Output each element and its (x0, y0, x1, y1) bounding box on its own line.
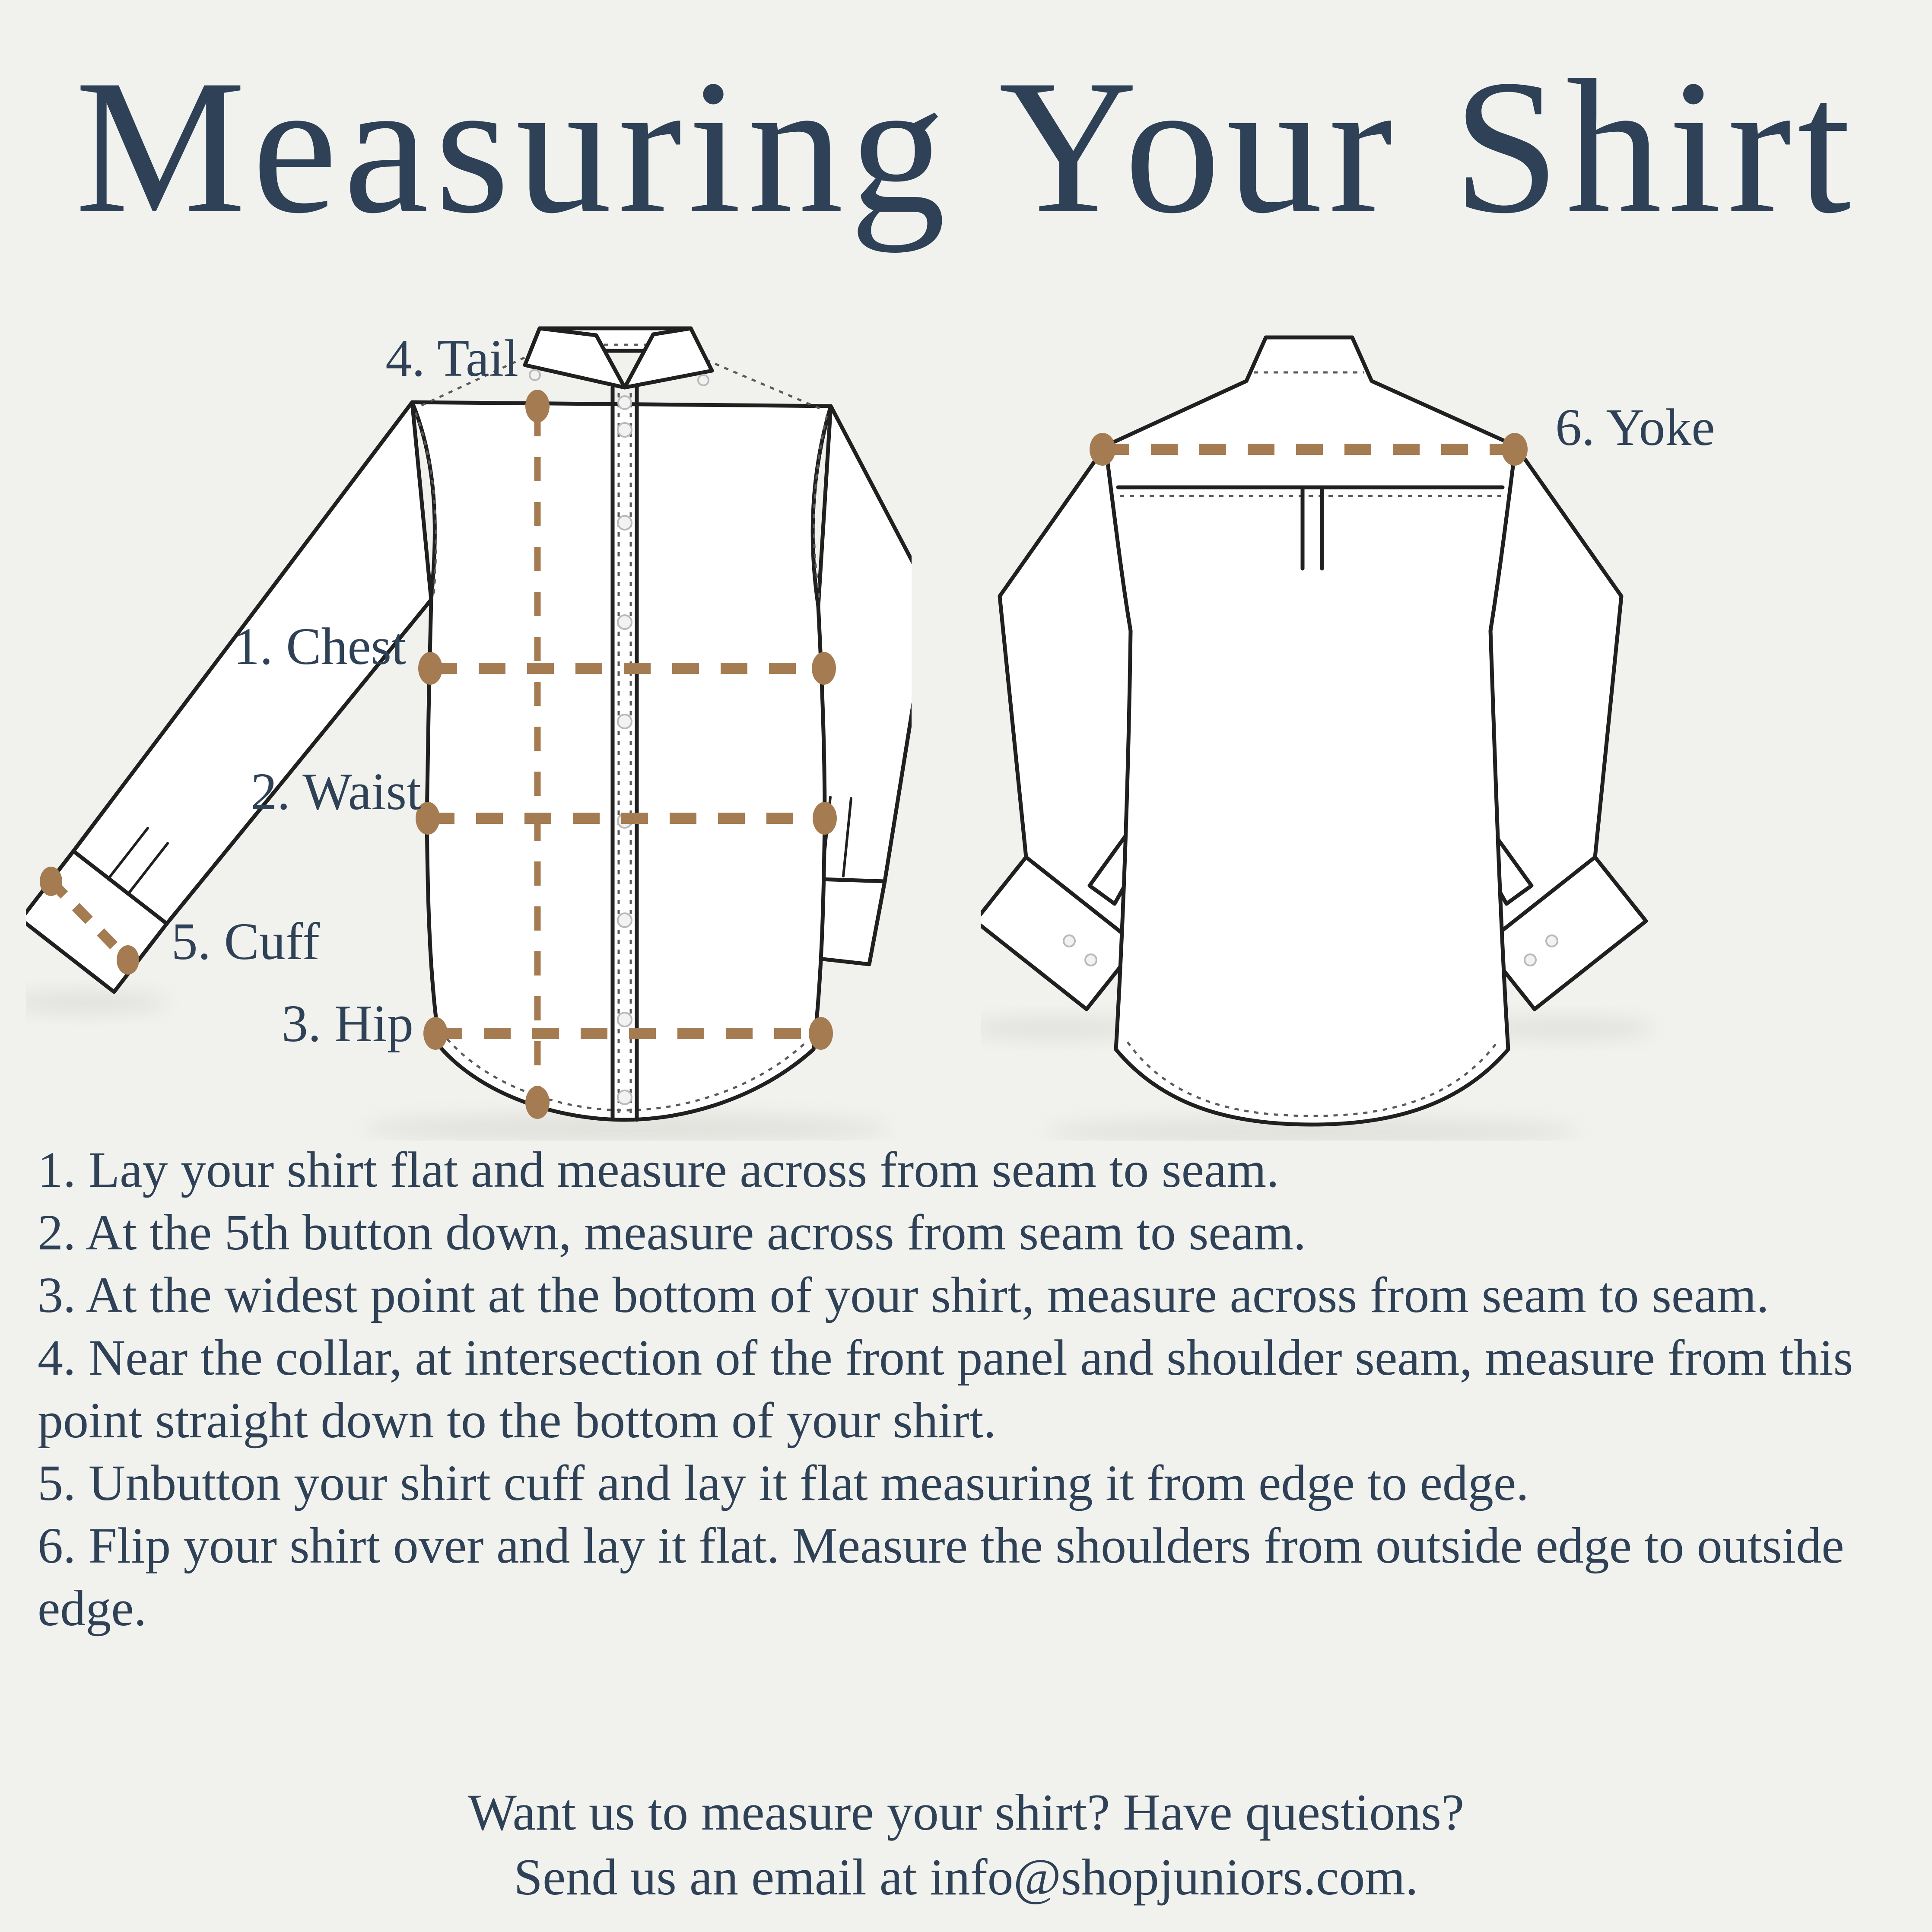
instruction-5: 5. Unbutton your shirt cuff and lay it flat measuring it from edge to edge. (38, 1455, 1529, 1511)
waist-right-dot (813, 802, 837, 835)
footer-contact (0, 1780, 1932, 1910)
cuff-bottom-dot (117, 945, 139, 975)
instruction-3: 3. At the widest point at the bottom of your shirt, measure across from seam to seam. (38, 1267, 1769, 1323)
label-hip: 3. Hip (282, 995, 413, 1053)
instructions-list (38, 1138, 1913, 1640)
label-yoke: 6. Yoke (1555, 398, 1715, 457)
label-cuff: 5. Cuff (171, 912, 320, 971)
hip-left-dot (423, 1017, 448, 1050)
label-tail: 4. Tail (385, 329, 518, 388)
instruction-6: 6. Flip your shirt over and lay it flat. Measure the shoulders from outside edge to outside edge. (38, 1517, 1844, 1636)
front-body (412, 353, 831, 1120)
label-chest: 1. Chest (233, 617, 406, 676)
instruction-1: 1. Lay your shirt flat and measure across from seam to seam. (38, 1141, 1279, 1198)
page-title: Measuring Your Shirt (75, 40, 1857, 253)
tail-top-dot (525, 390, 550, 423)
instruction-2: 2. At the 5th button down, measure across from seam to seam. (38, 1204, 1306, 1261)
footer-email-line: Send us an email at info@shopjuniors.com. (514, 1848, 1418, 1906)
label-waist: 2. Waist (251, 763, 421, 821)
hip-right-dot (809, 1017, 833, 1050)
front-shirt-diagram (26, 320, 912, 1141)
back-body (1106, 337, 1516, 1125)
front-cuff-shadow (26, 991, 168, 1014)
chest-left-dot (418, 652, 442, 685)
tail-bottom-dot (525, 1086, 550, 1119)
chest-right-dot (812, 652, 836, 685)
back-shirt-diagram (981, 320, 1905, 1141)
footer-question-line: Want us to measure your shirt? Have questions? (467, 1783, 1465, 1841)
instruction-4: 4. Near the collar, at intersection of the front panel and shoulder seam, measure from this point straight down to the bottom of your shirt. (38, 1329, 1853, 1449)
yoke-left-dot (1090, 433, 1115, 466)
front-left-sleeve (26, 402, 431, 992)
cuff-top-dot (40, 867, 62, 896)
yoke-right-dot (1502, 433, 1528, 466)
